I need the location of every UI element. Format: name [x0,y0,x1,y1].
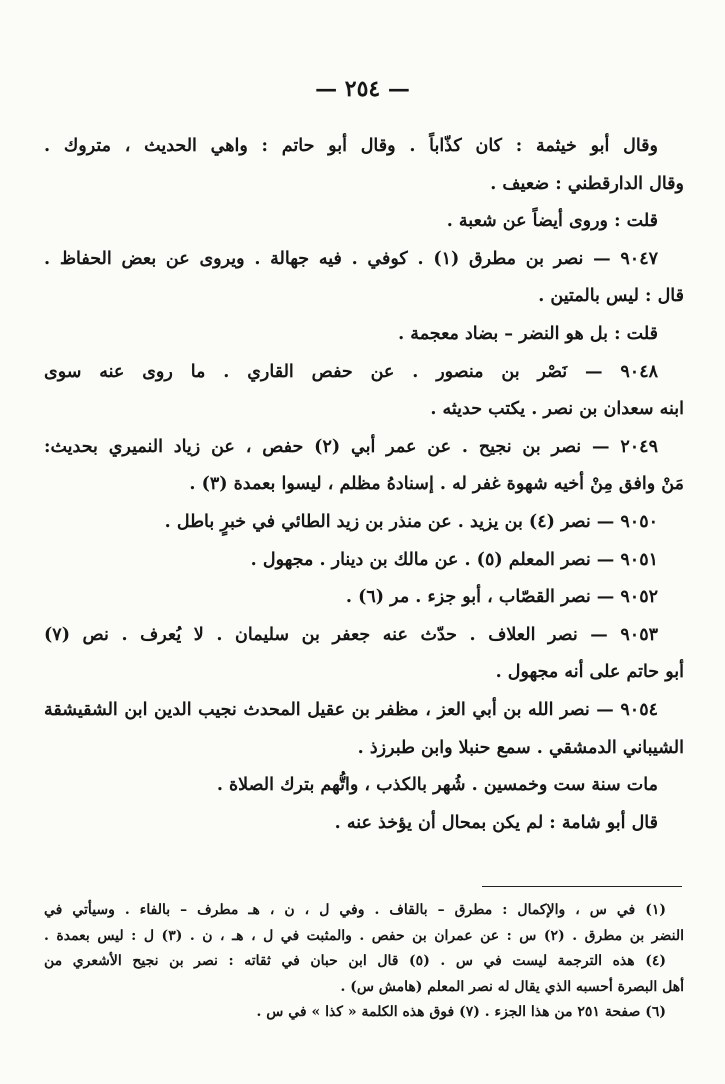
text-line: ٩٠٥٠ — نصر (٤) بن يزيد . عن منذر بن زيد الطائي في خبرٍ باطل . [164,511,658,532]
text-line: ابنه سعدان بن نصر . يكتب حديثه . [430,399,684,420]
text-line: مَنْ وافق مِنْ أخيه شهوة غفر له . إسنادهُ مظلم ، ليسوا بعمدة (٣) . [189,474,684,495]
text-line: قال أبو شامة : لم يكن بمحال أن يؤخذ عنه . [334,812,658,833]
text-line: قلت : بل هو النضر – بضاد معجمة . [398,323,658,344]
text-line: ٩٠٥٣ — نصر العلاف . حدّث عنه جعفر بن سليمان . لا يُعرف . نص (٧) [44,624,658,645]
text-line: ٩٠٥١ — نصر المعلم (٥) . عن مالك بن دينار . مجهول . [250,549,658,570]
page-number: — ٢٥٤ — [315,76,410,102]
footnote-line: النضر بن مطرق . (٢) س : عن عمران بن حفص . والمثبت في ل ، هـ ، ن . (٣) ل : ليس بعمدة . [44,927,684,944]
text-line: مات سنة ست وخمسين . شُهر بالكذب ، واتُّهم بترك الصلاة . [216,775,658,796]
text-line: ٩٠٤٨ — نَصْر بن منصور . عن حفص القاري . ما روى عنه سوى [44,361,658,382]
footnote-divider [482,886,682,887]
footnote-line: (١) في س ، والإكمال : مطرق – بالقاف . وفي ل ، ن ، هـ مطرف – بالفاء . وسيأتي في [44,902,666,918]
text-line: ٩٠٤٧ — نصر بن مطرق (١) . كوفي . فيه جهالة . ويروى عن بعض الحفاظ . [44,248,658,269]
text-line: أبو حاتم على أنه مجهول . [495,662,684,683]
footnotes [44,898,684,1026]
text-line: ٩٠٥٤ — نصر الله بن أبي العز ، مظفر بن عقيل المحدث نجيب الدين ابن الشقيشقة [44,699,658,720]
text-line: ٩٠٥٢ — نصر القصّاب ، أبو جزء . مر (٦) . [345,587,658,608]
main-text [44,128,684,842]
text-line: ٢٠٤٩ — نصر بن نجيح . عن عمر أبي (٢) حفص ، عن زياد النميري بحديث: [44,436,658,457]
text-line: قال : ليس بالمتين . [538,286,684,307]
text-line: قلت : وروى أيضاً عن شعبة . [446,211,658,232]
text-line: وقال الدارقطني : ضعيف . [490,173,684,194]
footnote-line: (٦) صفحة ٢٥١ من هذا الجزء . (٧) فوق هذه الكلمة « كذا » في س . [256,1004,666,1020]
footnote-line: أهل البصرة أحسبه الذي يقال له نصر المعلم (هامش س) . [340,978,684,995]
text-line: وقال أبو خيثمة : كان كذّاباً . وقال أبو حاتم : واهي الحديث ، متروك . [44,136,658,156]
footnote-line: (٤) هذه الترجمة ليست في س . (٥) قال ابن حبان في ثقاته : نصر بن نجيح الأشعري من [44,953,667,969]
text-line: الشيباني الدمشقي . سمع حنبلا وابن طبرزذ . [357,737,684,758]
